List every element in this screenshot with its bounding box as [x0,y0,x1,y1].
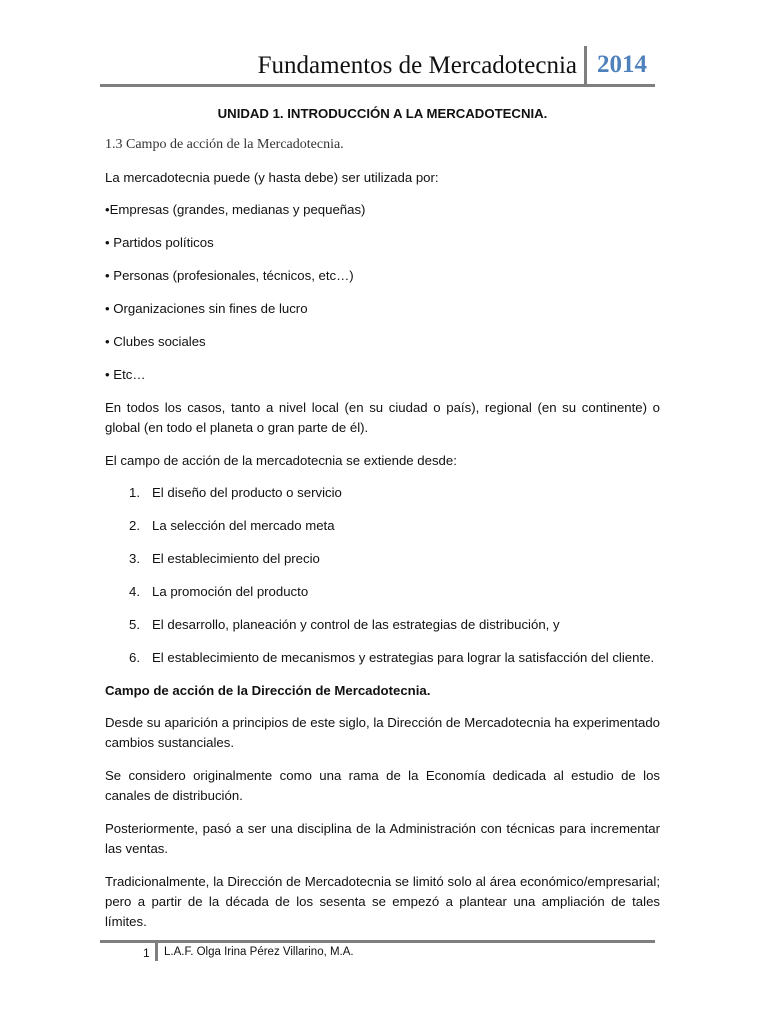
page-number: 1 [143,946,150,960]
header-year: 2014 [597,51,647,78]
footer-rule [100,940,655,943]
section-title: 1.3 Campo de acción de la Mercadotecnia. [105,137,344,152]
all-cases-paragraph: En todos los casos, tanto a nivel local (en su ciudad o país), regional (en su continente) o global (en todo el planeta o gran parte de él). [105,400,660,435]
list-text: El diseño del producto o servicio [152,485,342,500]
list-text: El establecimiento de mecanismos y estrategias para lograr la satisfacción del cliente. [152,650,655,665]
list-text: La selección del mercado meta [152,518,335,533]
list-number: 3. [129,551,140,566]
list-text: La promoción del producto [152,584,309,599]
body-paragraph: Desde su aparición a principios de este siglo, la Dirección de Mercadotecnia ha experimentado cambios sustanciales. [105,715,660,750]
bullet-item: • Etc… [105,367,146,382]
body-paragraph: Posteriormente, pasó a ser una disciplina de la Administración con técnicas para incrementar las ventas. [105,821,660,856]
header-divider [584,46,587,84]
footer-author: L.A.F. Olga Irina Pérez Villarino, M.A. [164,946,354,958]
footer-divider [155,943,158,961]
unit-title: UNIDAD 1. INTRODUCCIÓN A LA MERCADOTECNIA. [217,106,548,121]
bullet-item: • Personas (profesionales, técnicos, etc…) [105,268,354,283]
bullet-item: •Empresas (grandes, medianas y pequeñas) [105,202,366,217]
list-number: 5. [129,617,140,632]
list-number: 1. [129,485,140,500]
list-text: El desarrollo, planeación y control de las estrategias de distribución, y [152,617,560,632]
intro-paragraph: La mercadotecnia puede (y hasta debe) ser utilizada por: [105,170,439,185]
list-number: 4. [129,584,140,599]
bullet-item: • Organizaciones sin fines de lucro [105,301,308,316]
page-header [100,46,655,87]
bullet-item: • Clubes sociales [105,334,206,349]
bullet-item: • Partidos políticos [105,235,214,250]
list-number: 2. [129,518,140,533]
header-title: Fundamentos de Mercadotecnia [257,52,577,79]
body-paragraph: Tradicionalmente, la Dirección de Mercadotecnia se limitó solo al área económico/empresarial; pero a partir de la década de los sesenta se empezó a plantear una ampliación de tales límites. [105,874,660,929]
scope-intro: El campo de acción de la mercadotecnia se extiende desde: [105,453,457,468]
list-text: El establecimiento del precio [152,551,320,566]
direction-title: Campo de acción de la Dirección de Mercadotecnia. [105,683,431,698]
body-paragraph: Se considero originalmente como una rama de la Economía dedicada al estudio de los canales de distribución. [105,768,660,803]
list-number: 6. [129,650,140,665]
